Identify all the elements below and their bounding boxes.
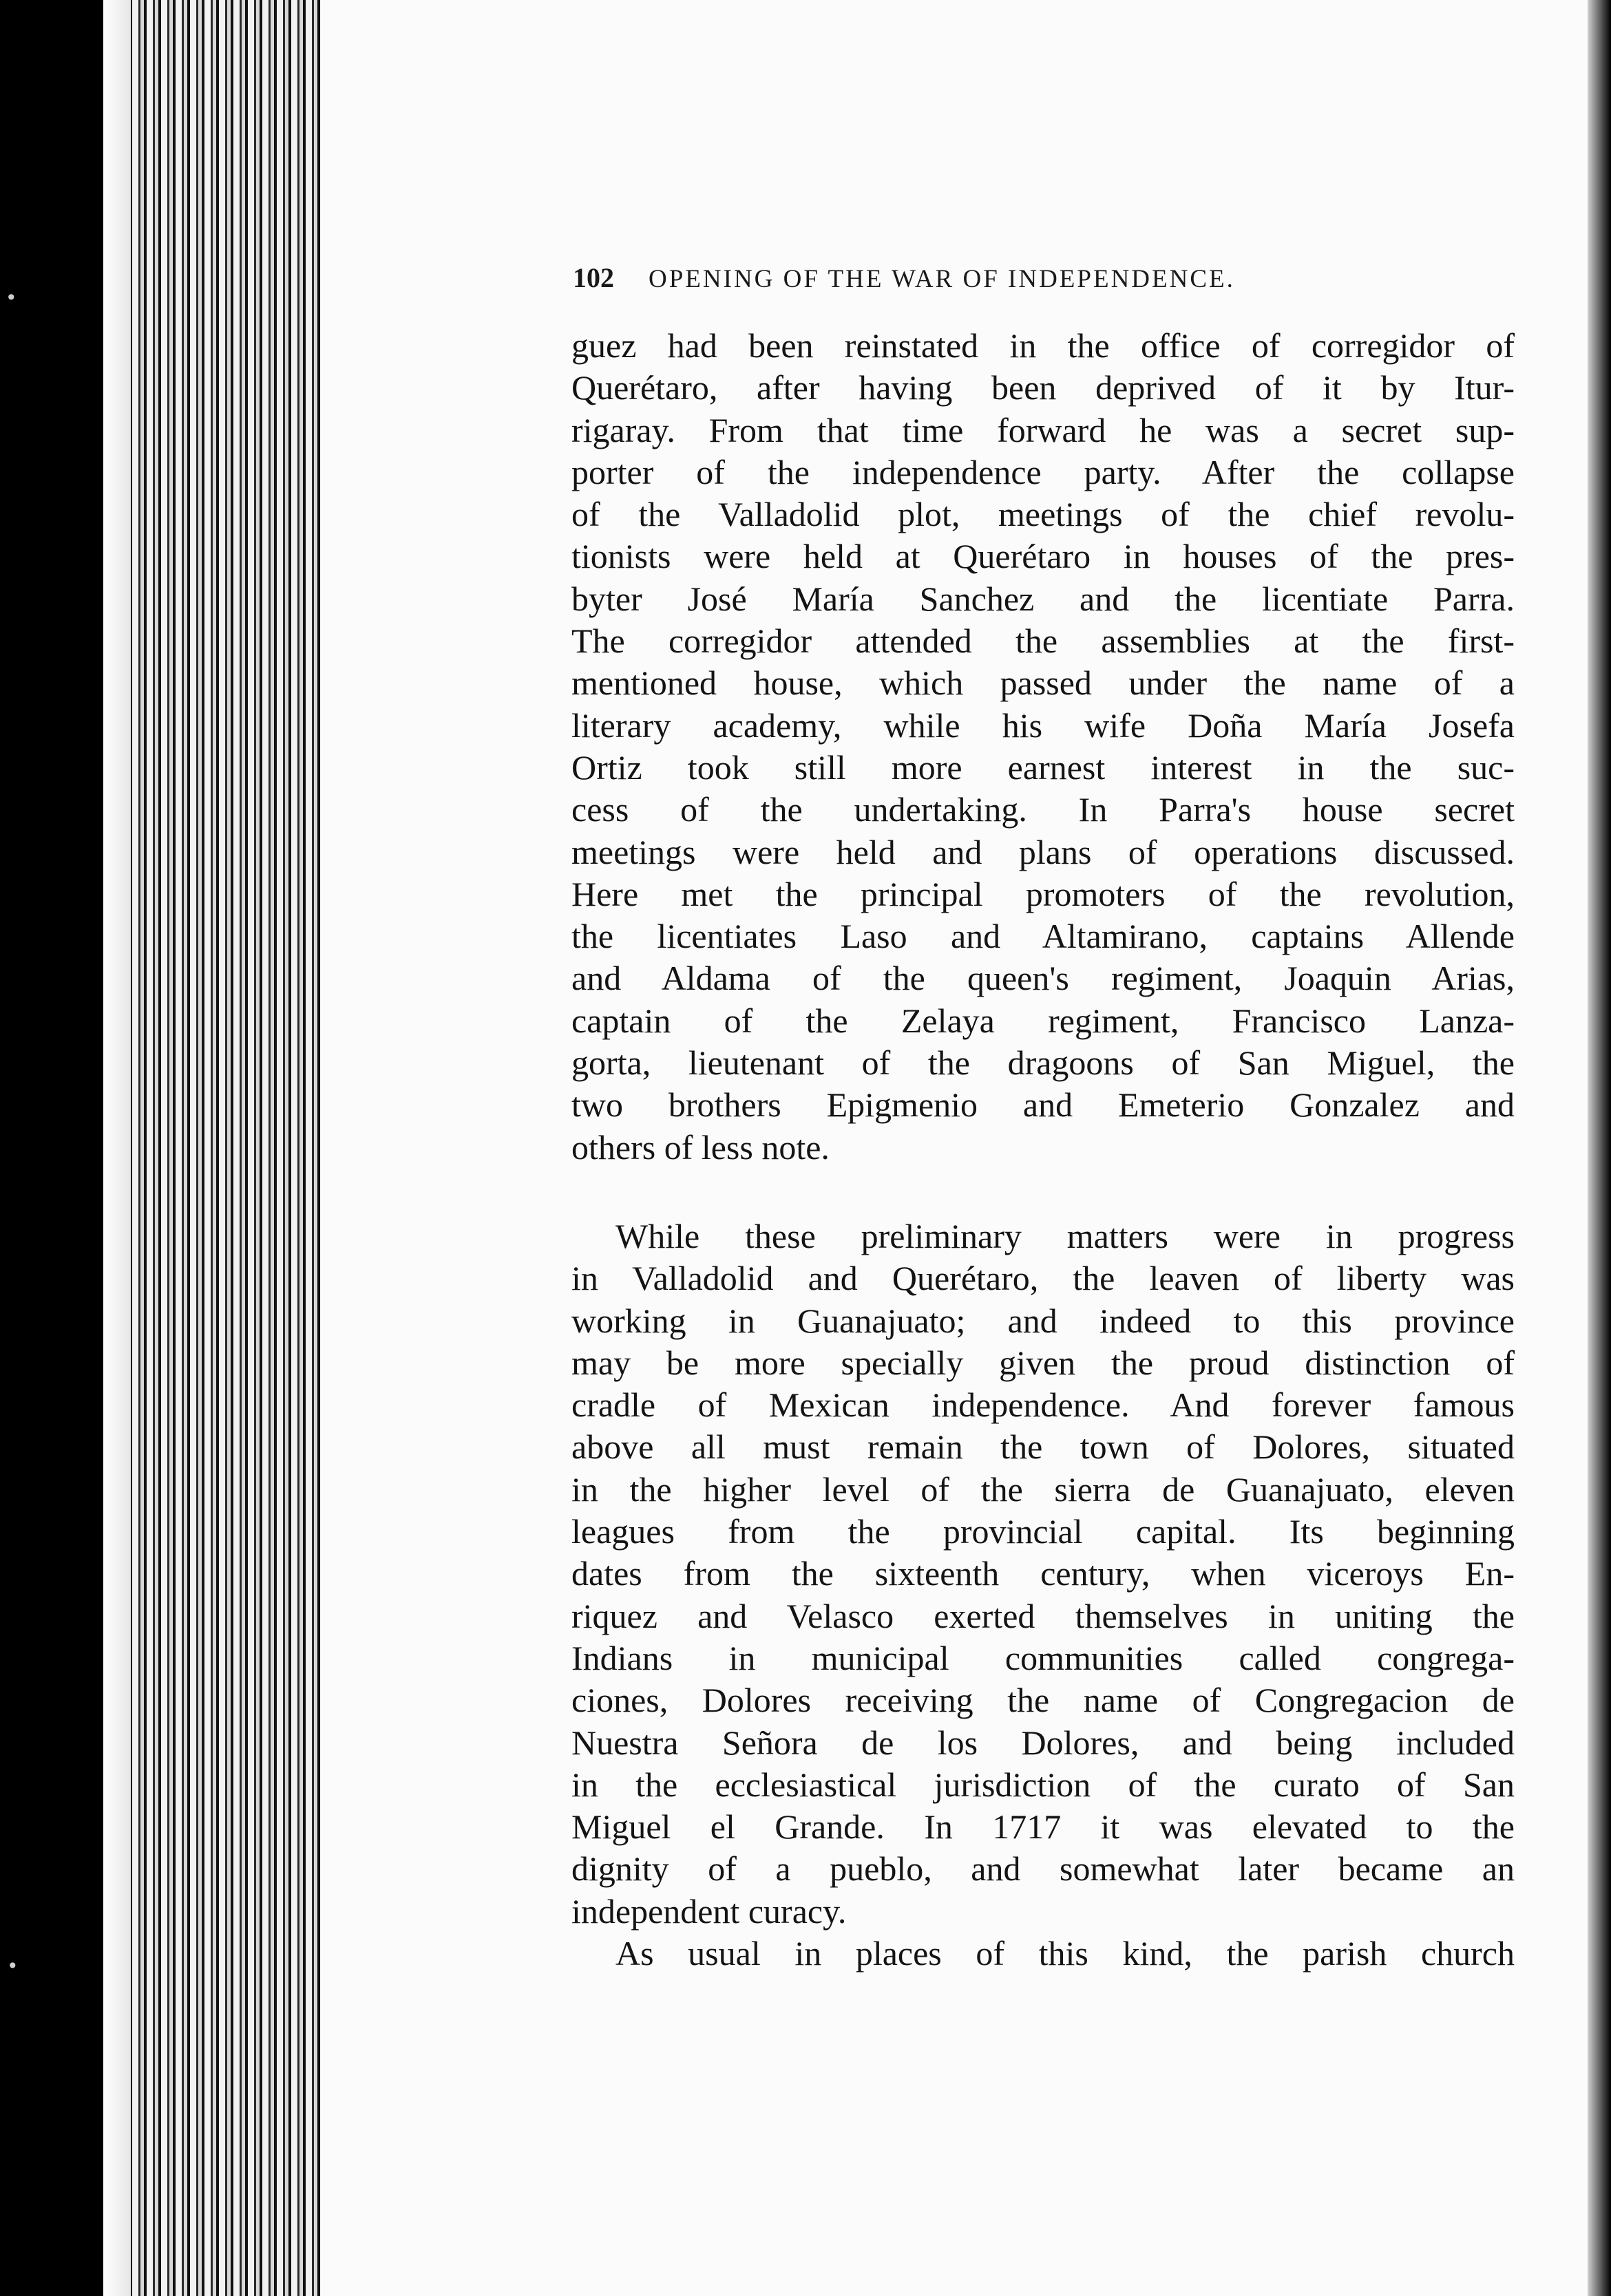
text-line: Here met the principal promoters of the revolution, (571, 874, 1515, 913)
text-line: captain of the Zelaya regiment, Francisco Lanza- (571, 1001, 1515, 1040)
text-line: independent curacy. (571, 1891, 847, 1931)
page-edge-highlight (103, 0, 131, 2296)
text-line: above all must remain the town of Dolores, situated (571, 1427, 1515, 1467)
text-line: rigaray. From that time forward he was a secret sup- (571, 410, 1515, 449)
text-line: of the Valladolid plot, meetings of the chief revolu- (571, 495, 1515, 534)
text-line: Miguel el Grande. In 1717 it was elevated to the (571, 1807, 1515, 1847)
paragraph-2 (571, 1215, 1515, 1933)
page-right-edge (1588, 0, 1611, 2296)
text-line: Ortiz took still more earnest interest in the suc- (571, 747, 1515, 787)
text-line: and Aldama of the queen's regiment, Joaquin Arias, (571, 959, 1515, 998)
text-line: While these preliminary matters were in progress (615, 1216, 1515, 1255)
text-line: literary academy, while his wife Doña María Josefa (571, 705, 1515, 745)
text-line: tionists were held at Querétaro in houses of the pres- (571, 537, 1515, 576)
text-line: others of less note. (571, 1127, 830, 1167)
page-header (573, 262, 1399, 310)
text-line: Indians in municipal communities called congrega- (571, 1638, 1515, 1677)
text-line: The corregidor attended the assemblies at the first- (571, 621, 1515, 661)
page-number: 102 (573, 262, 614, 293)
text-line: in Valladolid and Querétaro, the leaven of liberty was (571, 1259, 1515, 1298)
text-line: the licentiates Laso and Altamirano, captains Allende (571, 917, 1515, 956)
text-line: As usual in places of this kind, the parish church (615, 1933, 1515, 1973)
text-line: porter of the independence party. After the collapse (571, 452, 1515, 491)
margin-speck-mark: • (6, 286, 17, 309)
text-line: gorta, lieutenant of the dragoons of San Miguel, the (571, 1043, 1515, 1083)
text-line: meetings were held and plans of operations discussed. (571, 832, 1515, 871)
text-line: Nuestra Señora de los Dolores, and being included (571, 1723, 1515, 1762)
text-line: working in Guanajuato; and indeed to this province (571, 1301, 1515, 1340)
text-line: dignity of a pueblo, and somewhat later became an (571, 1849, 1515, 1889)
text-line: Querétaro, after having been deprived of it by Itur- (571, 368, 1515, 407)
text-line: cradle of Mexican independence. And forever famous (571, 1385, 1515, 1425)
text-line: in the ecclesiastical jurisdiction of the curato of San (571, 1765, 1515, 1804)
book-page-edges (103, 0, 321, 2296)
text-line: in the higher level of the sierra de Guanajuato, eleven (571, 1469, 1515, 1509)
body-text (571, 325, 1515, 1975)
text-line: riquez and Velasco exerted themselves in uniting the (571, 1596, 1515, 1635)
paragraph-spacing (571, 1169, 1515, 1215)
margin-speck-mark: • (7, 1955, 19, 1977)
text-line: cess of the undertaking. In Parra's house secret (571, 790, 1515, 829)
text-line: ciones, Dolores receiving the name of Congregacion de (571, 1681, 1515, 1720)
paragraph-3 (571, 1933, 1515, 1975)
paragraph-1 (571, 325, 1515, 1169)
text-line: byter José María Sanchez and the licentiate Parra. (571, 579, 1515, 618)
text-line: mentioned house, which passed under the name of a (571, 663, 1515, 703)
text-line: leagues from the provincial capital. Its beginning (571, 1512, 1515, 1551)
text-line: two brothers Epigmenio and Emeterio Gonzalez and (571, 1085, 1515, 1125)
text-line: may be more specially given the proud distinction of (571, 1343, 1515, 1382)
text-line: dates from the sixteenth century, when viceroys En- (571, 1554, 1515, 1593)
running-head: OPENING OF THE WAR OF INDEPENDENCE. (649, 265, 1235, 293)
text-line: guez had been reinstated in the office of corregidor of (571, 326, 1515, 365)
